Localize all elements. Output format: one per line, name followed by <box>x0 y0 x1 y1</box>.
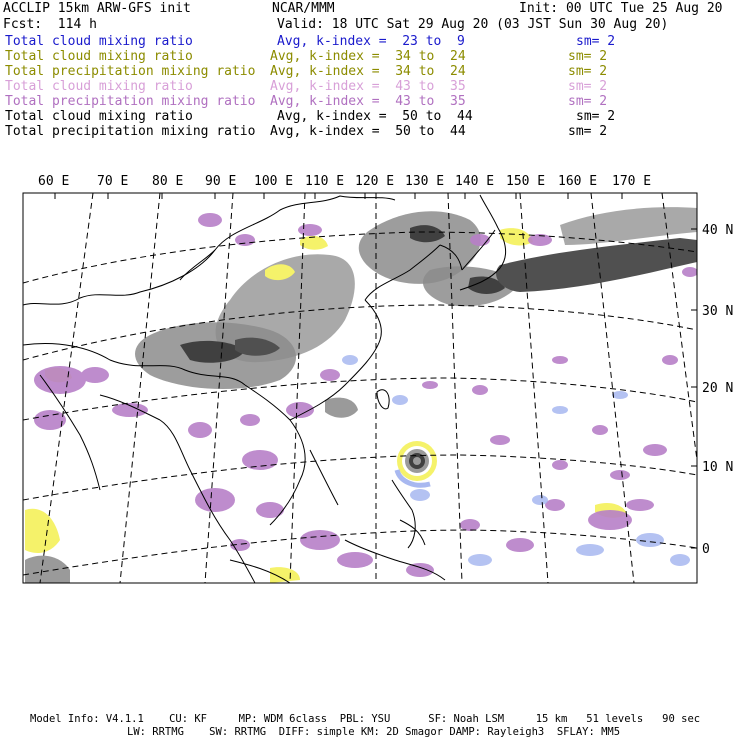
lon-label: 120 E <box>355 174 395 189</box>
legend-field: Total precipitation mixing ratio <box>5 94 256 109</box>
lon-label: 60 E <box>38 174 70 189</box>
legend-field: Total cloud mixing ratio <box>5 79 193 94</box>
init-time: Init: 00 UTC Tue 25 Aug 20 <box>519 1 723 16</box>
legend-sm: sm= 2 <box>568 94 608 109</box>
lon-label: 160 E <box>558 174 598 189</box>
model-info-line2: LW: RRTMG SW: RRTMG DIFF: simple KM: 2D Smagor DAMP: Rayleigh3 SFLAY: MM5 <box>127 726 621 738</box>
legend-avg: Avg, k-index = 43 to 35 <box>270 79 466 94</box>
lon-label: 140 E <box>455 174 495 189</box>
lon-label: 90 E <box>205 174 237 189</box>
legend-sm: sm= 2 <box>568 79 608 94</box>
latitude-labels <box>702 223 733 557</box>
valid-time: Valid: 18 UTC Sat 29 Aug 20 (03 JST Sun 30 Aug 20) <box>277 17 669 32</box>
lat-label: 0 <box>702 542 710 557</box>
lon-label: 170 E <box>612 174 652 189</box>
legend-sm: sm= 2 <box>576 109 616 124</box>
legend-field: Total precipitation mixing ratio <box>5 124 256 139</box>
legend-field: Total cloud mixing ratio <box>5 49 193 64</box>
forecast-hour: Fcst: 114 h <box>3 17 97 32</box>
longitude-labels <box>38 174 651 189</box>
legend-field: Total cloud mixing ratio <box>5 109 193 124</box>
legend-avg: Avg, k-index = 23 to 9 <box>277 34 465 49</box>
lat-label: 10 N <box>702 460 734 475</box>
lat-label: 40 N <box>702 223 734 238</box>
lat-label: 30 N <box>702 304 734 319</box>
legend-avg: Avg, k-index = 50 to 44 <box>277 109 473 124</box>
legend-sm: sm= 2 <box>576 34 616 49</box>
legend-sm: sm= 2 <box>568 124 608 139</box>
org-label: NCAR/MMM <box>272 1 335 16</box>
map-content <box>23 193 698 583</box>
legend-sm: sm= 2 <box>568 49 608 64</box>
lon-label: 80 E <box>152 174 184 189</box>
model-title: ACCLIP 15km ARW-GFS init <box>3 1 191 16</box>
model-info-line1: Model Info: V4.1.1 CU: KF MP: WDM 6class PBL: YSU SF: Noah LSM 15 km 51 levels 90 sec <box>30 713 701 725</box>
lat-label: 20 N <box>702 381 734 396</box>
legend-field: Total cloud mixing ratio <box>5 34 193 49</box>
lon-label: 150 E <box>506 174 546 189</box>
lon-label: 100 E <box>254 174 294 189</box>
legend-avg: Avg, k-index = 43 to 35 <box>270 94 466 109</box>
lon-label: 110 E <box>305 174 345 189</box>
legend-field: Total precipitation mixing ratio <box>5 64 256 79</box>
legend-avg: Avg, k-index = 50 to 44 <box>270 124 466 139</box>
legend-avg: Avg, k-index = 34 to 24 <box>270 49 466 64</box>
lon-label: 130 E <box>405 174 445 189</box>
legend-avg: Avg, k-index = 34 to 24 <box>270 64 466 79</box>
lon-label: 70 E <box>97 174 129 189</box>
legend-sm: sm= 2 <box>568 64 608 79</box>
